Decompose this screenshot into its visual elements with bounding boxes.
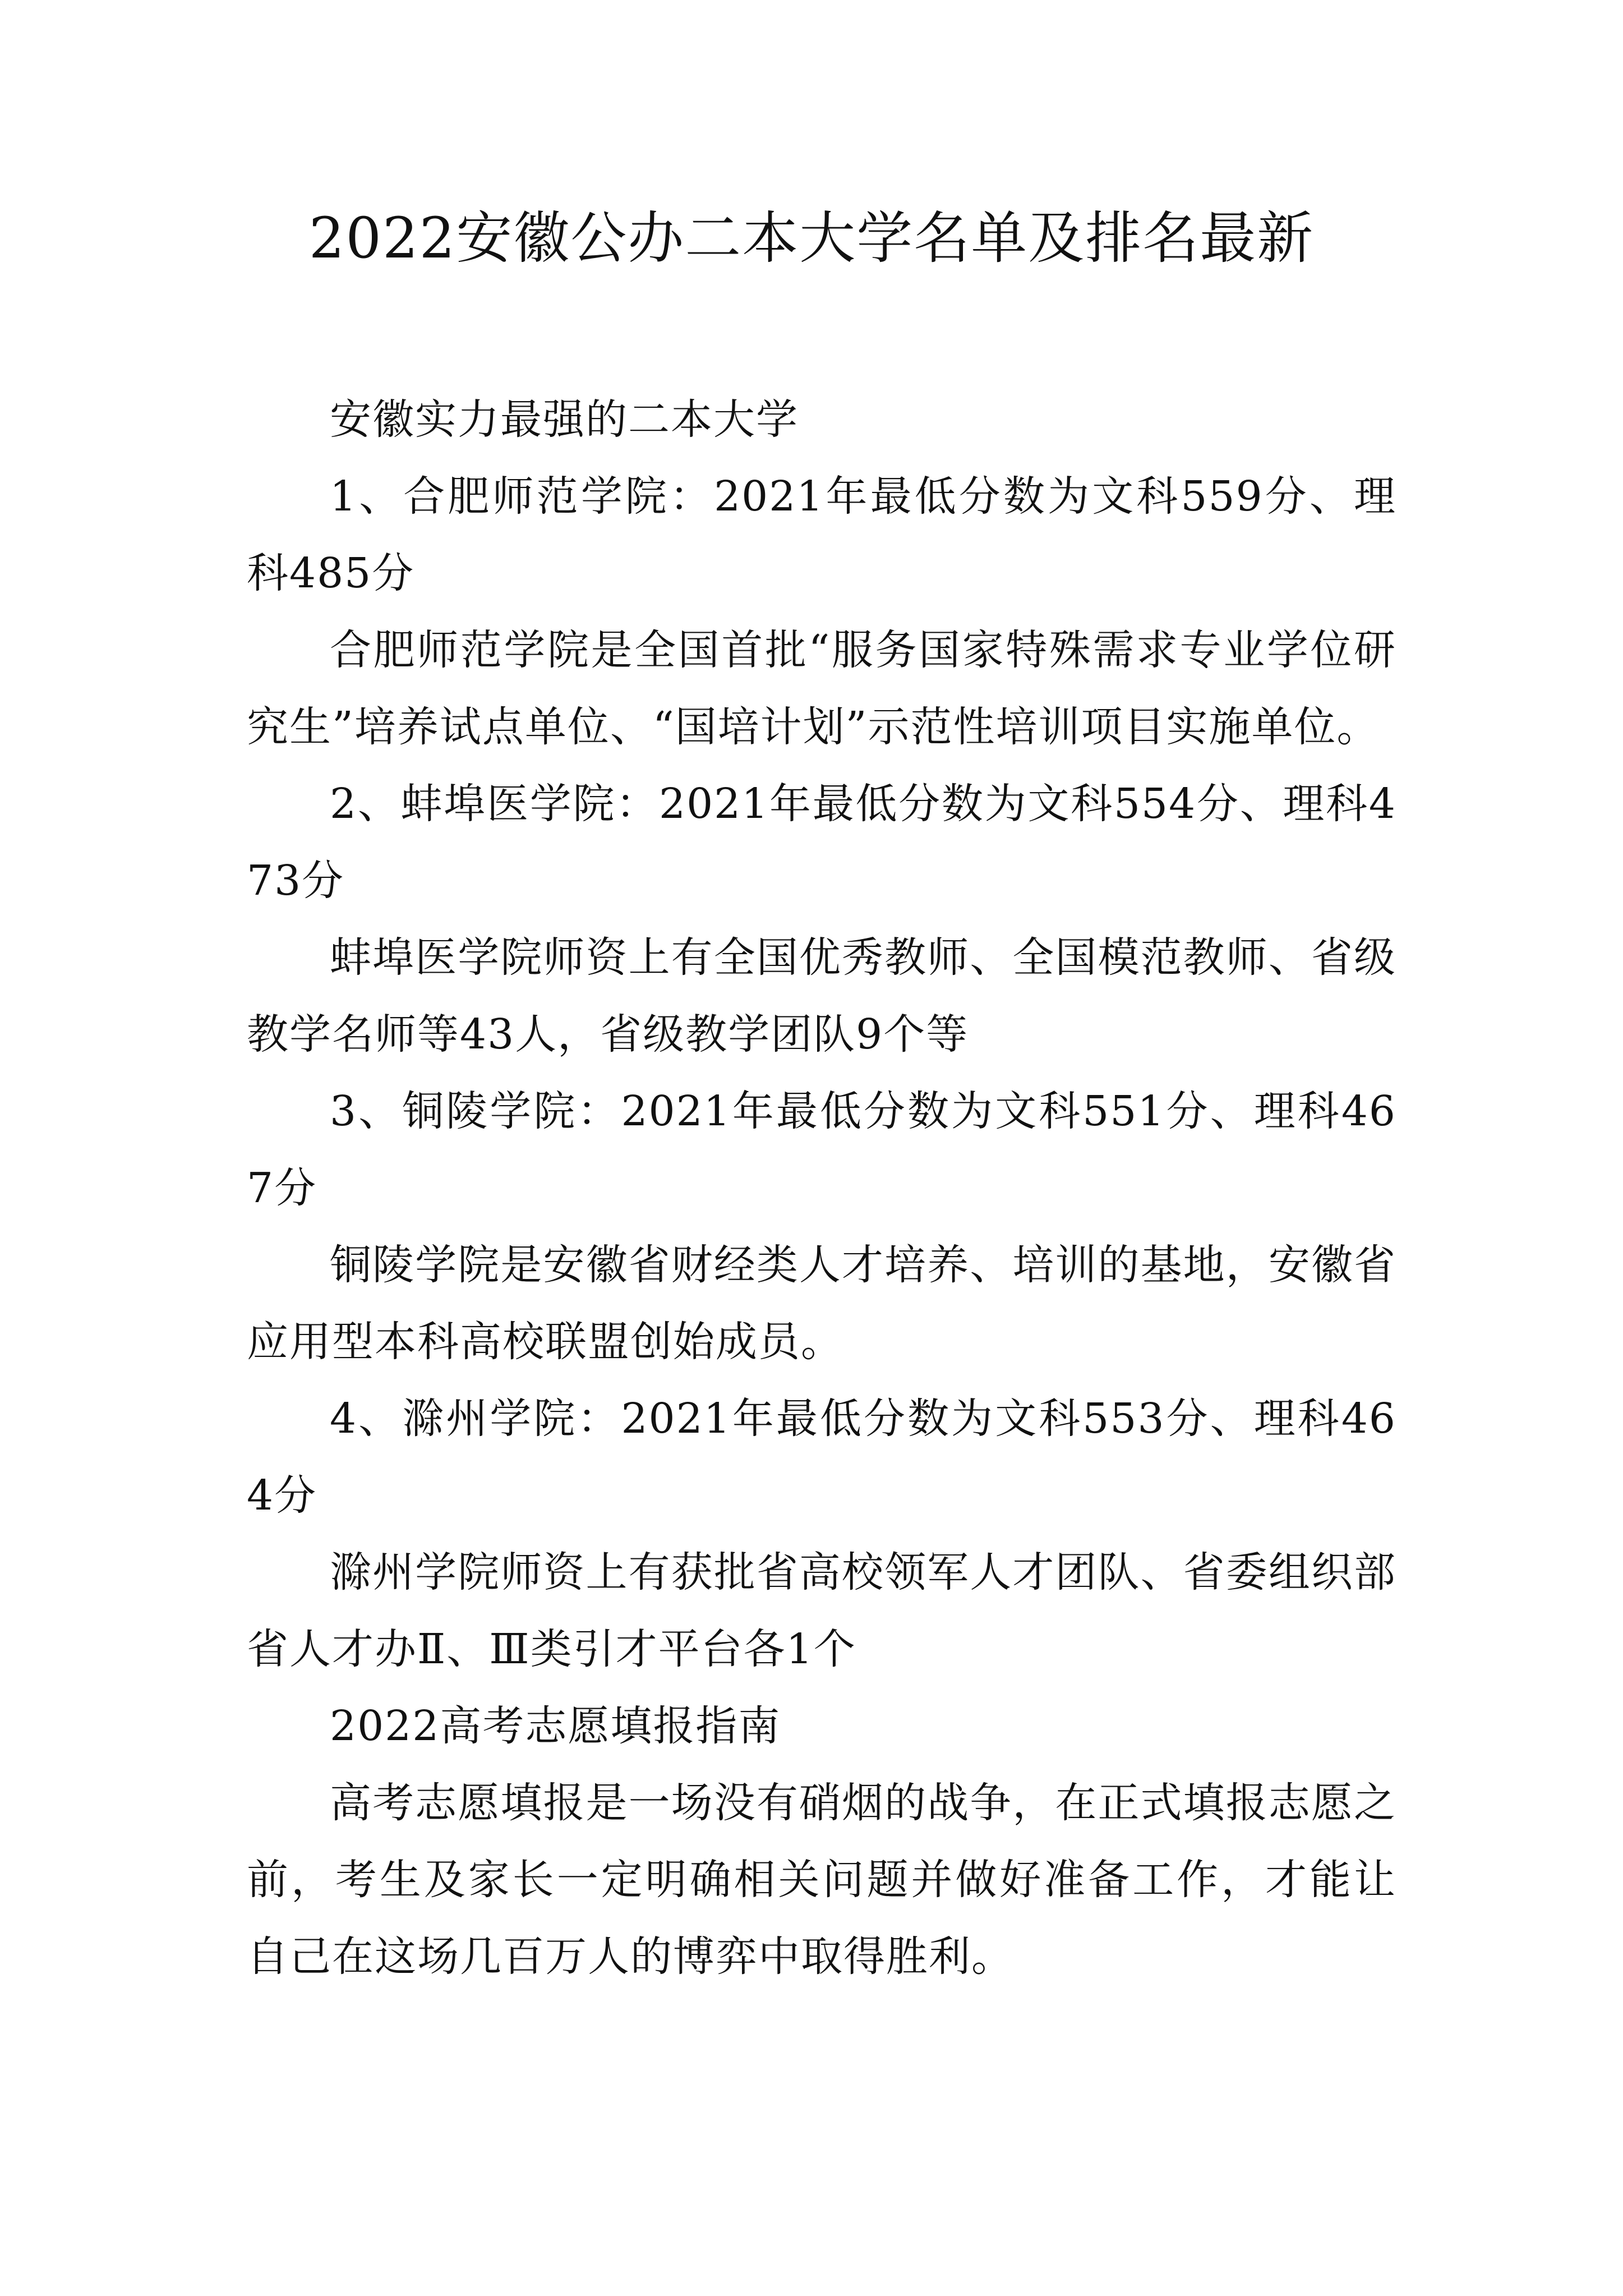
list-item-hefei-normal: 1、合肥师范学院：2021年最低分数为文科559分、理科485分	[247, 472, 1396, 597]
section-heading-strongest: 安徽实力最强的二本大学	[330, 395, 799, 444]
list-item-tongling: 3、铜陵学院：2021年最低分数为文科551分、理科467分	[247, 1087, 1396, 1212]
description-bengbu-medical: 蚌埠医学院师资上有全国优秀教师、全国模范教师、省级教学名师等43人，省级教学团队9个等	[247, 933, 1396, 1059]
description-chuzhou: 滁州学院师资上有获批省高校领军人才团队、省委组织部省人才办Ⅱ、Ⅲ类引才平台各1个	[247, 1548, 1396, 1673]
section-heading-guide: 2022高考志愿填报指南	[330, 1702, 781, 1750]
page-title: 2022安徽公办二本大学名单及排名最新	[308, 205, 1315, 271]
description-tongling: 铜陵学院是安徽省财经类人才培养、培训的基地，安徽省应用型本科高校联盟创始成员。	[247, 1241, 1396, 1366]
document-body	[247, 381, 1396, 1995]
guide-paragraph: 高考志愿填报是一场没有硝烟的战争，在正式填报志愿之前，考生及家长一定明确相关问题并做好准备工作，才能让自己在这场几百万人的博弈中取得胜利。	[247, 1779, 1396, 1981]
list-item-chuzhou: 4、滁州学院：2021年最低分数为文科553分、理科464分	[247, 1395, 1396, 1520]
description-hefei-normal: 合肥师范学院是全国首批“服务国家特殊需求专业学位研究生”培养试点单位、“国培计划”示范性培训项目实施单位。	[247, 626, 1396, 751]
list-item-bengbu-medical: 2、蚌埠医学院：2021年最低分数为文科554分、理科473分	[247, 780, 1396, 905]
